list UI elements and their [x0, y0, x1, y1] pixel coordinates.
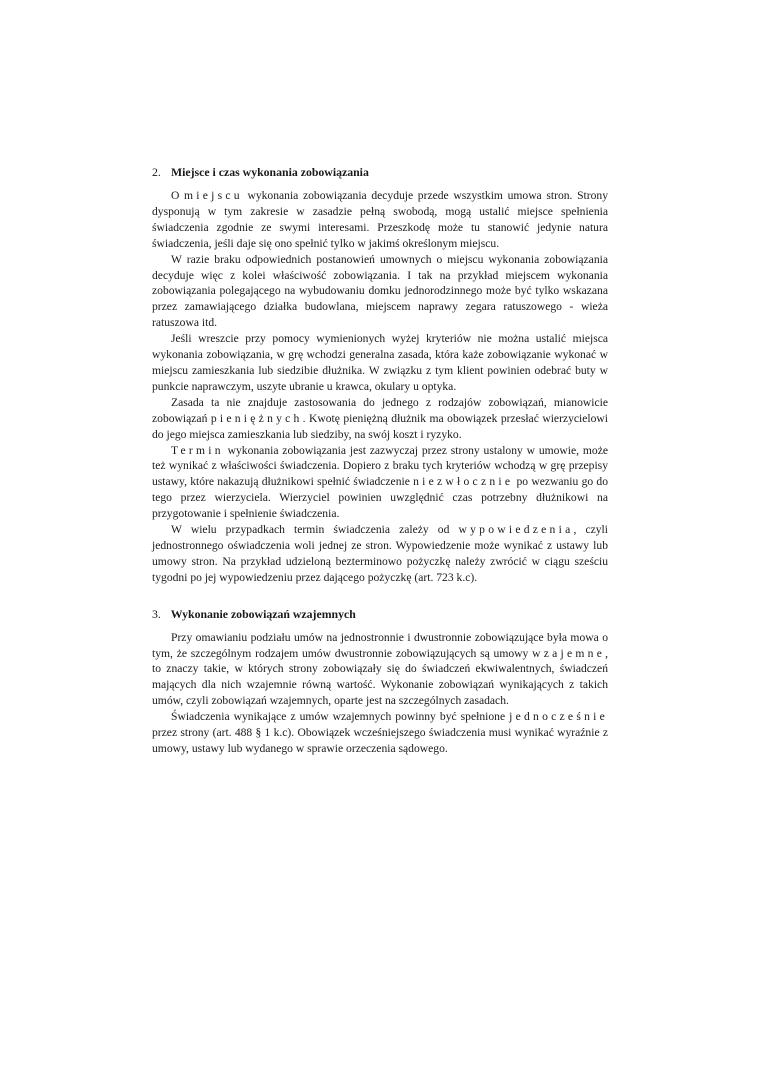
paragraph: Zasada ta nie znajduje zastosowania do jednego z rodzajów zobowiązań, mianowicie zobowiązań pieniężnych. Kwotę pieniężną dłużnik ma obowiązek przesłać wierzycielowi do jego miejsca zamieszkania lub siedziby, na swój koszt i ryzyko.: [152, 395, 608, 441]
paragraph: O miejscu wykonania zobowiązania decyduje przede wszystkim umowa stron. Strony dysponują w tym zakresie w zasadzie pełną swobodą, mogą ustalić miejsce spełnienia świadczenia zgodnie ze swymi interesami. Przeszkodę może tu stanowić jedynie natura świadczenia, jeśli daje się ono spełnić tylko w jakimś określonym miejscu.: [152, 189, 608, 250]
paragraph: Termin wykonania zobowiązania jest zazwyczaj przez strony ustalony w umowie, może też wynikać z właściwości świadczenia. Dopiero z braku tych kryteriów wchodzą w grę przepisy ustawy, które nakazują dłużnikowi spełnić świadczenie niezwłocznie po wezwaniu go do tego przez wierzyciela. Wierzyciel powinien uwzględnić czas potrzebny dłużnikowi na przygotowanie i spełnienie świadczenia.: [152, 443, 608, 521]
document-page: [152, 164, 608, 757]
section-title: Wykonanie zobowiązań wzajemnych: [170, 606, 356, 621]
section-gap: [152, 586, 608, 606]
section-heading: [152, 164, 608, 180]
emphasis: Termin: [171, 443, 224, 457]
section-number: 3.: [152, 606, 161, 621]
section-number: 2.: [152, 165, 161, 179]
section-title: Miejsce i czas wykonania zobowiązania: [170, 165, 369, 179]
emphasis: wzajemne: [532, 646, 606, 660]
paragraph: W razie braku odpowiednich postanowień umownych o miejscu wykonania zobowiązania decyduje więc z kolei właściwość zobowiązania. I tak na przykład miejscem wykonania zobowiązania polegającego na wybudowaniu domku jednorodzinnego może być tylko wskazana przez zamawiającego działka budowlana, miejscem naprawy zegara ratuszowego - wieża ratuszowa itd.: [152, 252, 608, 330]
paragraph: Jeśli wreszcie przy pomocy wymienionych wyżej kryteriów nie można ustalić miejsca wykonania zobowiązania, w grę wchodzi generalna zasada, która każe zobowiązanie wykonać w miejscu zamieszkania lub siedzibie dłużnika. W związku z tym klient powinien odebrać buty w punkcie naprawczym, uszyte ubranie u krawca, okulary u optyka.: [152, 332, 608, 393]
paragraph: Przy omawianiu podziału umów na jednostronnie i dwustronnie zobowiązujące była mowa o tym, że szczególnym rodzajem umów dwustronnie zobowiązujących są umowy wzajemne, to znaczy takie, w których strony zobowiązały się do świadczeń ekwiwalentnych, świadczeń mających dla nich wzajemnie równą wartość. Wykonanie zobowiązań wynikających z takich umów, czyli zobowiązań wzajemnych, oparte jest na szczególnych zasadach.: [152, 630, 608, 708]
paragraph: Świadczenia wynikające z umów wzajemnych powinny być spełnione jednocześnie przez strony (art. 488 § 1 k.c). Obowiązek wcześniejszego świadczenia musi wynikać wyraźnie z umowy, ustawy lub wydanego w sprawie orzeczenia sądowego.: [152, 710, 608, 755]
emphasis: jednocześnie: [509, 710, 608, 724]
emphasis: wypowiedzenia: [458, 523, 574, 537]
paragraph: W wielu przypadkach termin świadczenia zależy od wypowiedzenia, czyli jednostronnego oświadczenia woli jednej ze stron. Wypowiedzenie może wynikać z ustawy lub umowy stron. Na przykład udzieloną bezterminowo pożyczkę należy zwrócić w ciągu sześciu tygodni po jej wypowiedzeniu przez dającego pożyczkę (art. 723 k.c).: [152, 523, 608, 584]
emphasis: niezwłocznie: [413, 475, 514, 489]
section-2: [152, 164, 608, 586]
emphasis: pieniężnych: [210, 411, 303, 425]
emphasis: miejscu: [184, 189, 243, 202]
section-heading: [152, 606, 608, 622]
section-3: [152, 606, 608, 757]
